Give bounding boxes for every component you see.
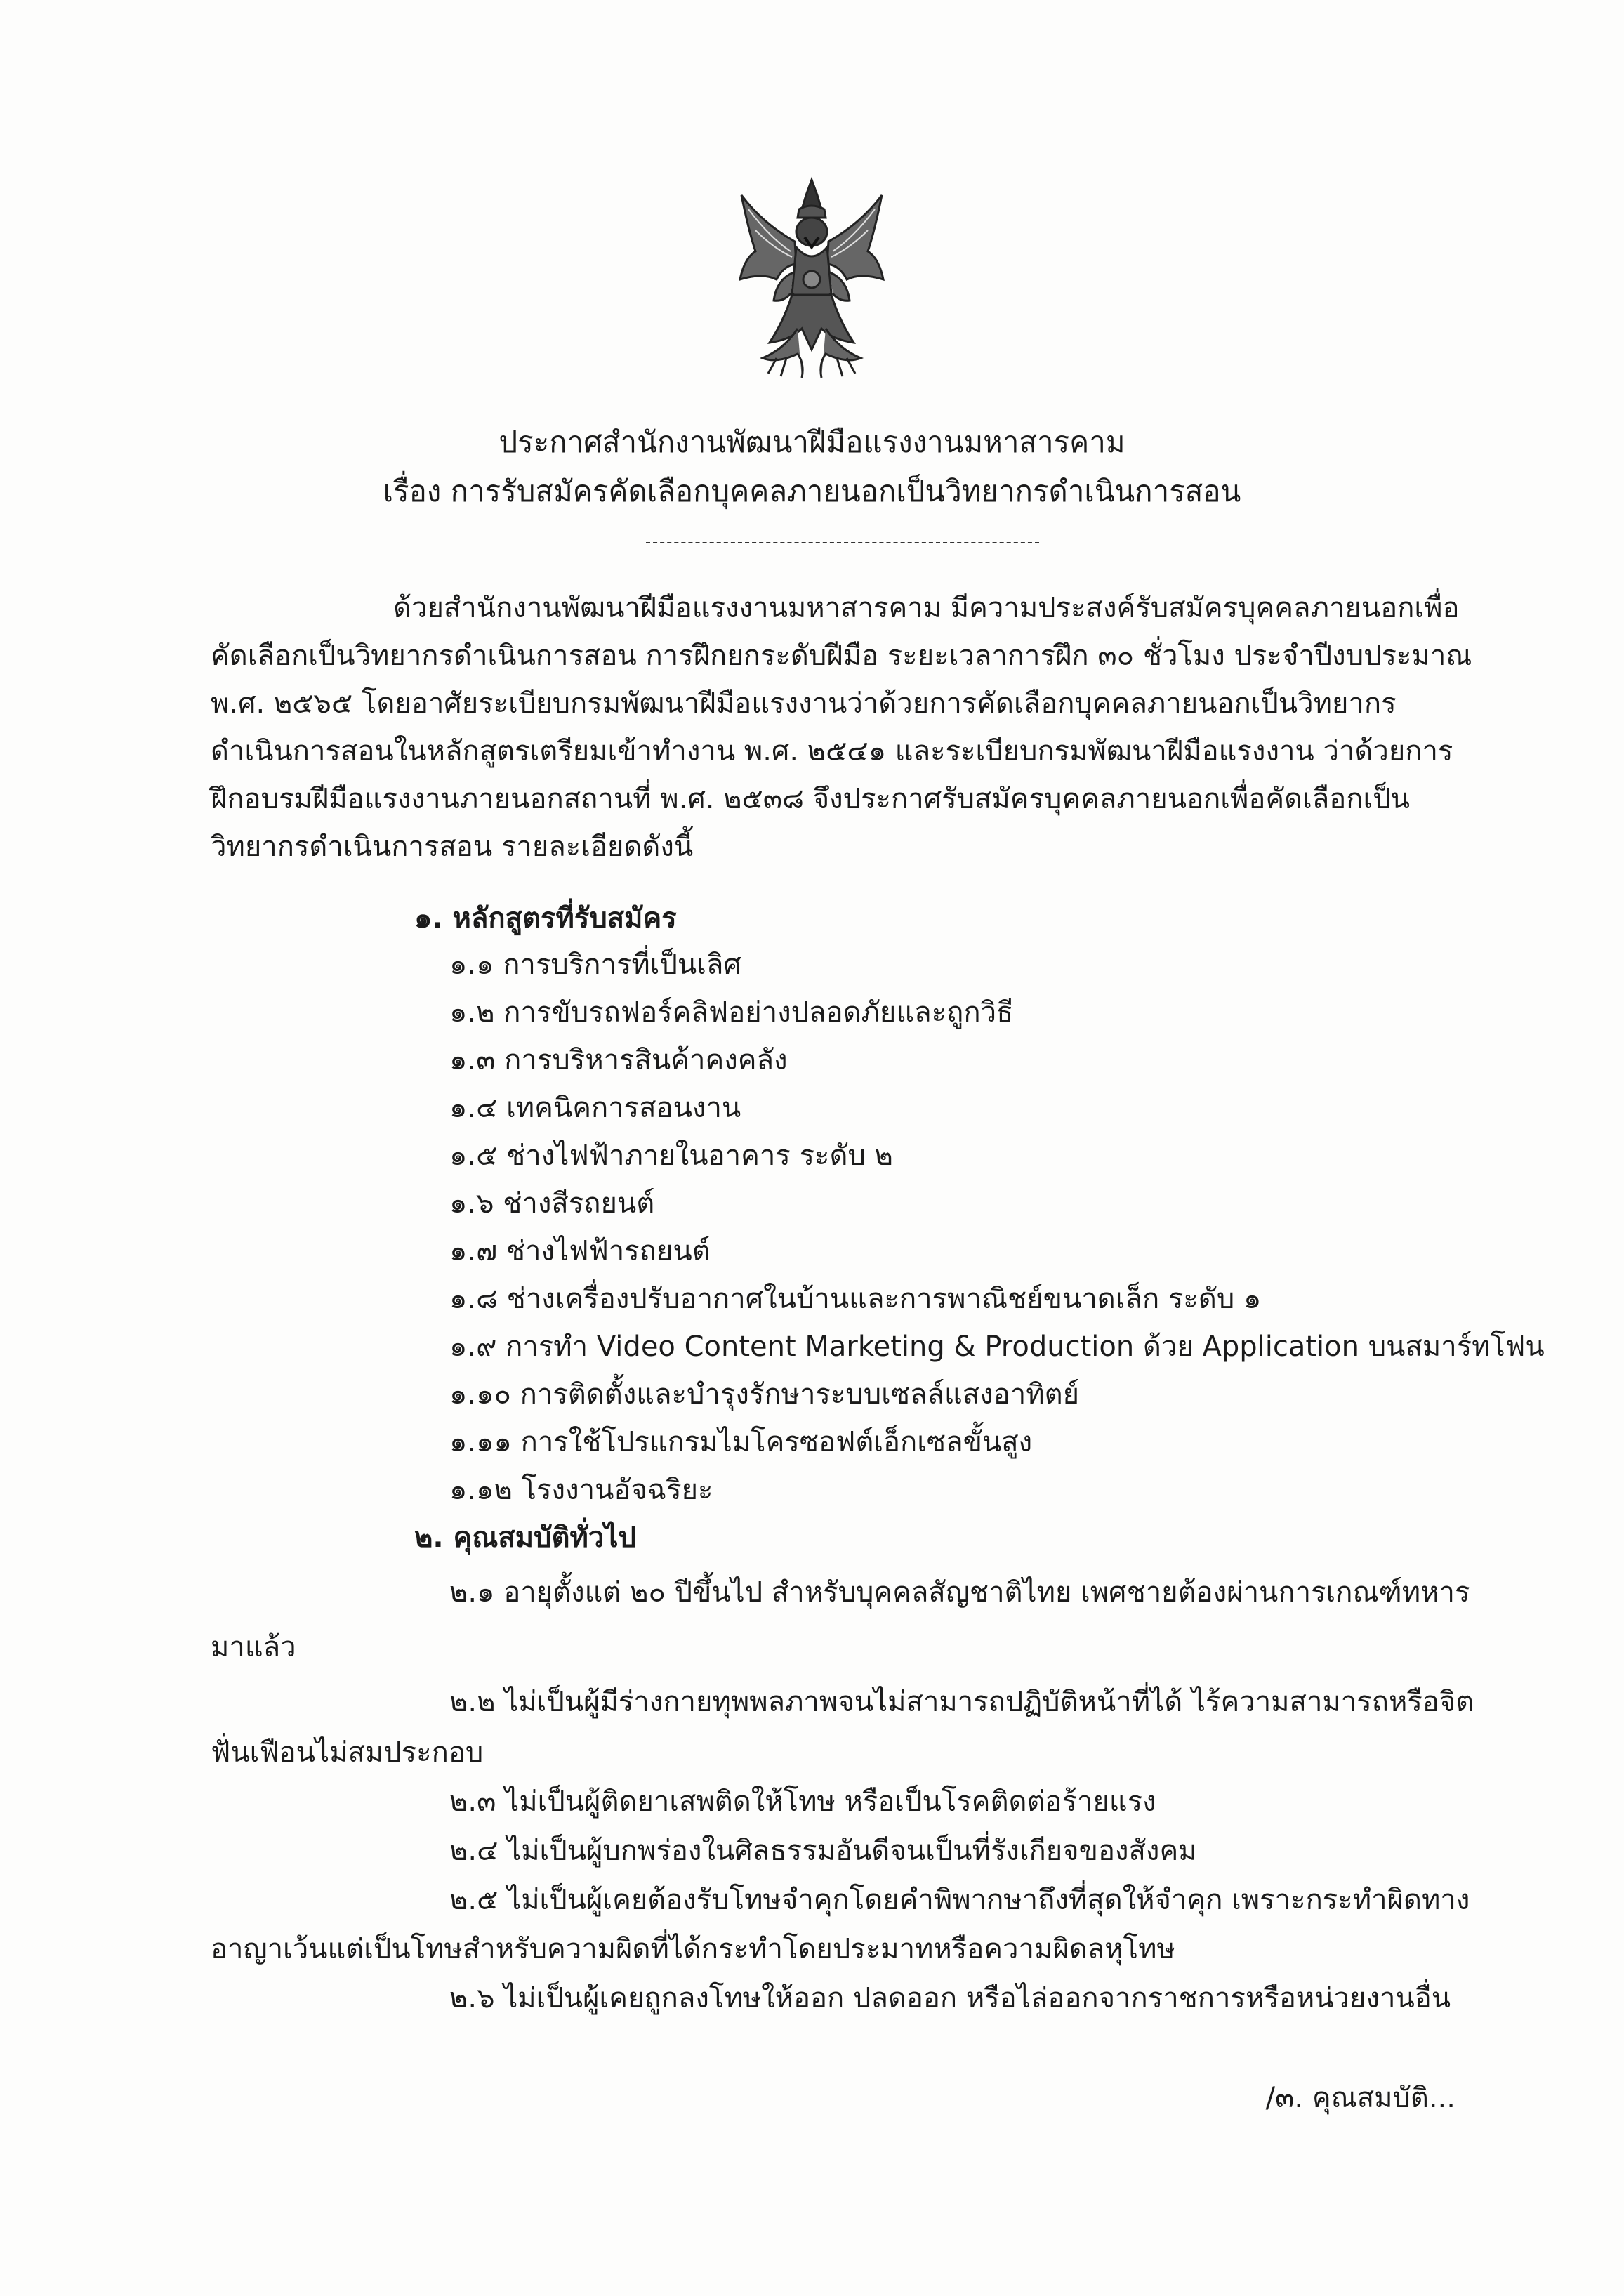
course-item: ๑.๑๑ การใช้โปรแกรมไมโครซอฟต์เอ็กเซลขั้นสูง bbox=[449, 1426, 1033, 1458]
intro-line: วิทยากรดำเนินการสอน รายละเอียดดังนี้ bbox=[211, 831, 694, 863]
course-item: ๑.๖ ช่างสีรถยนต์ bbox=[449, 1187, 655, 1220]
intro-paragraph bbox=[211, 584, 1472, 871]
announcement-title: ประกาศสำนักงานพัฒนาฝีมือแรงงานมหาสารคาม bbox=[499, 425, 1125, 459]
qualification-item: ๒.๓ ไม่เป็นผู้ติดยาเสพติดให้โทษ หรือเป็นโรคติดต่อร้ายแรง bbox=[449, 1786, 1156, 1818]
qualification-item: ๒.๖ ไม่เป็นผู้เคยถูกลงโทษให้ออก ปลดออก หรือไล่ออกจากราชการหรือหน่วยงานอื่น bbox=[449, 1982, 1451, 2014]
page-continuation-ref: /๓. คุณสมบัติ... bbox=[1265, 2082, 1455, 2114]
course-item: ๑.๑๐ การติดตั้งและบำรุงรักษาระบบเซลล์แสงอาทิตย์ bbox=[449, 1378, 1080, 1411]
qualification-continuation: มาแล้ว bbox=[211, 1631, 296, 1663]
course-item: ๑.๑๒ โรงงานอัจฉริยะ bbox=[449, 1474, 713, 1506]
intro-line: ด้วยสำนักงานพัฒนาฝีมือแรงงานมหาสารคาม มีความประสงค์รับสมัครบุคคลภายนอกเพื่อ bbox=[393, 592, 1460, 624]
intro-line: ฝึกอบรมฝีมือแรงงานภายนอกสถานที่ พ.ศ. ๒๕๓๘ จึงประกาศรับสมัครบุคคลภายนอกเพื่อคัดเลือกเป็น bbox=[211, 783, 1410, 815]
dashed-divider bbox=[646, 542, 1039, 543]
qualification-item: ๒.๑ อายุตั้งแต่ ๒๐ ปีขึ้นไป สำหรับบุคคลสัญชาติไทย เพศชายต้องผ่านการเกณฑ์ทหาร bbox=[449, 1576, 1470, 1609]
qualification-continuation: ฟั่นเฟือนไม่สมประกอบ bbox=[211, 1736, 484, 1769]
garuda-emblem-icon bbox=[734, 174, 889, 385]
intro-line: ดำเนินการสอนในหลักสูตรเตรียมเข้าทำงาน พ.ศ. ๒๕๔๑ และระเบียบกรมพัฒนาฝีมือแรงงาน ว่าด้วยการ bbox=[211, 735, 1453, 767]
intro-line: คัดเลือกเป็นวิทยากรดำเนินการสอน การฝึกยกระดับฝีมือ ระยะเวลาการฝึก ๓๐ ชั่วโมง ประจำปีงบประมาณ bbox=[211, 640, 1472, 672]
announcement-subject: เรื่อง การรับสมัครคัดเลือกบุคคลภายนอกเป็นวิทยากรดำเนินการสอน bbox=[383, 474, 1241, 508]
qualification-item: ๒.๕ ไม่เป็นผู้เคยต้องรับโทษจำคุกโดยคำพิพากษาถึงที่สุดให้จำคุก เพราะกระทำผิดทาง bbox=[449, 1884, 1470, 1916]
course-item: ๑.๔ เทคนิคการสอนงาน bbox=[449, 1092, 741, 1124]
course-item: ๑.๙ การทำ Video Content Marketing & Production ด้วย Application บนสมาร์ทโฟน bbox=[449, 1331, 1545, 1363]
section-1-heading: ๑. หลักสูตรที่รับสมัคร bbox=[414, 902, 677, 935]
course-item: ๑.๗ ช่างไฟฟ้ารถยนต์ bbox=[449, 1235, 711, 1267]
qualification-item: ๒.๒ ไม่เป็นผู้มีร่างกายทุพพลภาพจนไม่สามารถปฏิบัติหน้าที่ได้ ไร้ความสามารถหรือจิต bbox=[449, 1686, 1474, 1718]
qualification-continuation: อาญาเว้นแต่เป็นโทษสำหรับความผิดที่ได้กระทำโดยประมาทหรือความผิดลหุโทษ bbox=[211, 1933, 1175, 1965]
intro-line: พ.ศ. ๒๕๖๕ โดยอาศัยระเบียบกรมพัฒนาฝีมือแรงงานว่าด้วยการคัดเลือกบุคคลภายนอกเป็นวิทยากร bbox=[211, 687, 1397, 720]
course-item: ๑.๘ ช่างเครื่องปรับอากาศในบ้านและการพาณิชย์ขนาดเล็ก ระดับ ๑ bbox=[449, 1283, 1262, 1315]
course-item: ๑.๒ การขับรถฟอร์คลิฟอย่างปลอดภัยและถูกวิธี bbox=[449, 996, 1014, 1029]
section-2-heading: ๒. คุณสมบัติทั่วไป bbox=[414, 1522, 636, 1554]
course-item: ๑.๕ ช่างไฟฟ้าภายในอาคาร ระดับ ๒ bbox=[449, 1140, 893, 1172]
course-item: ๑.๑ การบริการที่เป็นเลิศ bbox=[449, 949, 741, 981]
qualification-item: ๒.๔ ไม่เป็นผู้บกพร่องในศิลธรรมอันดีจนเป็นที่รังเกียจของสังคม bbox=[449, 1835, 1197, 1867]
course-item: ๑.๓ การบริหารสินค้าคงคลัง bbox=[449, 1044, 788, 1076]
